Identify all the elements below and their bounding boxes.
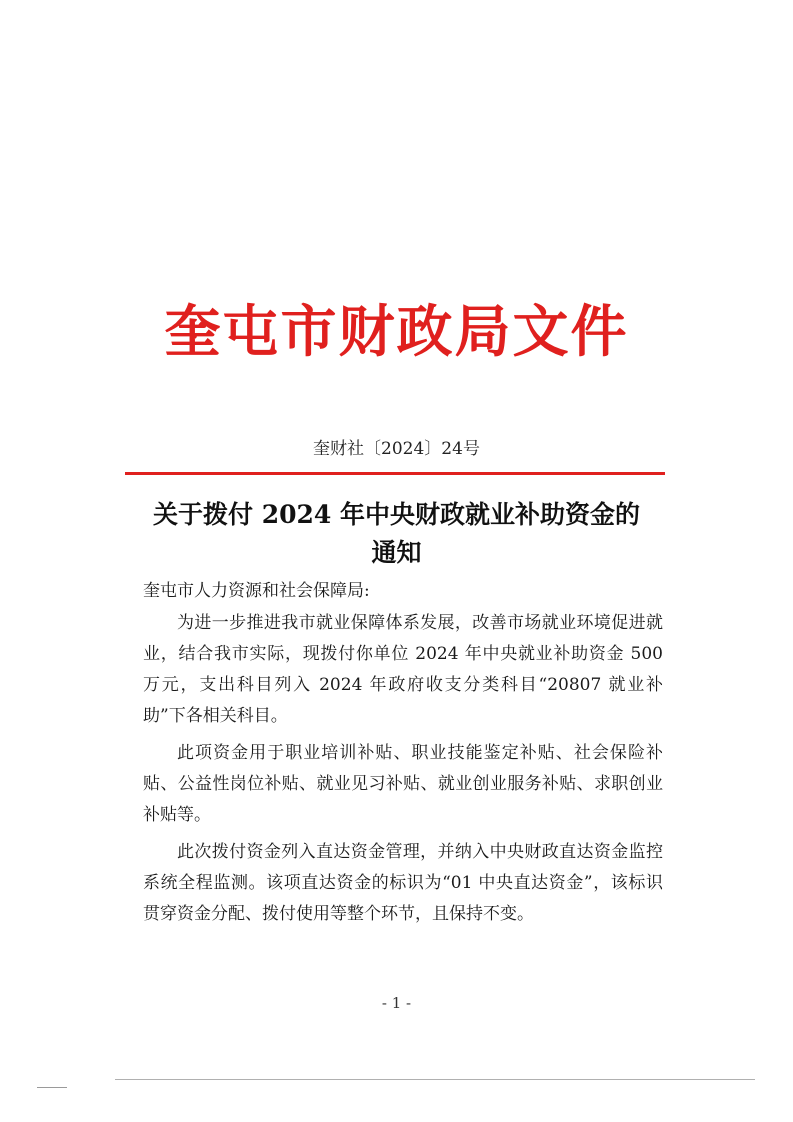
document-number: 奎财社〔2024〕24号 (313, 439, 480, 459)
red-divider-line (125, 472, 665, 475)
document-title-line-2: 通知 (371, 538, 422, 567)
body-text (143, 608, 663, 936)
scan-edge-line-left (37, 1087, 67, 1088)
paragraph-1: 为进一步推进我市就业保障体系发展，改善市场就业环境促进就业，结合我市实际，现拨付你单位 2024 年中央就业补助资金 500 万元，支出科目列入 2024 年政府收支分类科目“20807 就业补助”下各相关科目。 (143, 613, 663, 726)
document-title (120, 496, 673, 572)
paragraph-2: 此项资金用于职业培训补贴、职业技能鉴定补贴、社会保险补贴、公益性岗位补贴、就业见习补贴、就业创业服务补贴、求职创业补贴等。 (143, 743, 663, 825)
page-number: - 1 - (381, 994, 412, 1012)
scan-edge-line-right (115, 1079, 755, 1080)
salutation: 奎屯市人力资源和社会保障局: (143, 581, 370, 601)
document-title-line-1: 关于拨付 2024 年中央财政就业补助资金的 (153, 500, 640, 529)
masthead-title: 奎屯市财政局文件 (164, 299, 629, 365)
paragraph-3: 此次拨付资金列入直达资金管理，并纳入中央财政直达资金监控系统全程监测。该项直达资金的标识为“01 中央直达资金”，该标识贯穿资金分配、拨付使用等整个环节，且保持不变。 (143, 842, 663, 924)
